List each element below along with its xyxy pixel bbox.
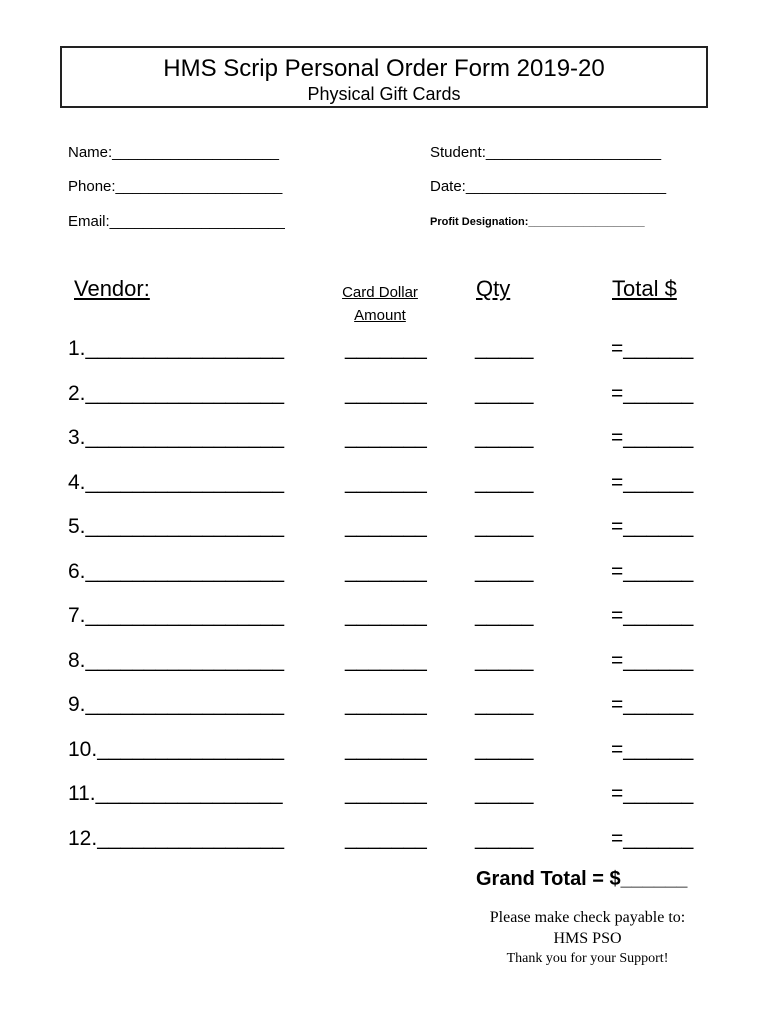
total-header: Total $ bbox=[612, 276, 677, 301]
total-line[interactable]: =______ bbox=[611, 381, 694, 405]
qty-line[interactable]: _____ bbox=[475, 337, 534, 360]
card-amount-line[interactable]: _______ bbox=[345, 782, 427, 805]
total-line[interactable]: =______ bbox=[611, 426, 694, 449]
student-field[interactable]: Student:_____________________ bbox=[430, 144, 662, 161]
qty-line[interactable]: _____ bbox=[475, 782, 534, 805]
grand-total[interactable]: Grand Total = $______ bbox=[476, 868, 688, 890]
card-amount-line[interactable]: _______ bbox=[345, 426, 427, 449]
qty-line[interactable]: _____ bbox=[475, 737, 534, 761]
total-line[interactable]: =______ bbox=[611, 693, 694, 716]
order-row bbox=[0, 382, 770, 412]
form-subtitle: Physical Gift Cards bbox=[307, 84, 461, 104]
order-row bbox=[0, 337, 770, 367]
vendor-line[interactable]: 3._________________ bbox=[68, 426, 285, 449]
vendor-line[interactable]: 8._________________ bbox=[68, 648, 285, 672]
vendor-line[interactable]: 10.________________ bbox=[68, 737, 285, 761]
total-line[interactable]: =______ bbox=[611, 737, 694, 761]
qty-line[interactable]: _____ bbox=[475, 693, 534, 716]
total-line[interactable]: =______ bbox=[611, 604, 694, 627]
qty-line[interactable]: _____ bbox=[475, 648, 534, 672]
total-line[interactable]: =______ bbox=[611, 648, 694, 672]
footer-payee: HMS PSO bbox=[553, 930, 622, 947]
card-dollar-header-line2: Amount bbox=[354, 307, 406, 324]
vendor-header: Vendor: bbox=[74, 276, 150, 301]
order-row bbox=[0, 515, 770, 545]
card-amount-line[interactable]: _______ bbox=[345, 826, 427, 850]
footer-thanks: Thank you for your Support! bbox=[506, 951, 669, 966]
order-row bbox=[0, 560, 770, 590]
card-amount-line[interactable]: _______ bbox=[345, 470, 427, 494]
order-row bbox=[0, 471, 770, 501]
total-line[interactable]: =______ bbox=[611, 337, 694, 360]
form-title: HMS Scrip Personal Order Form 2019-20 bbox=[163, 55, 605, 82]
total-line[interactable]: =______ bbox=[611, 559, 694, 583]
qty-line[interactable]: _____ bbox=[475, 826, 534, 850]
email-field[interactable]: Email:_____________________ bbox=[68, 213, 285, 230]
card-amount-line[interactable]: _______ bbox=[345, 559, 427, 583]
order-row bbox=[0, 426, 770, 456]
card-amount-line[interactable]: _______ bbox=[345, 515, 427, 538]
order-row bbox=[0, 604, 770, 634]
qty-line[interactable]: _____ bbox=[475, 559, 534, 583]
card-amount-line[interactable]: _______ bbox=[345, 648, 427, 672]
phone-field[interactable]: Phone:____________________ bbox=[68, 178, 283, 195]
card-dollar-header-line1: Card Dollar bbox=[342, 284, 418, 301]
qty-line[interactable]: _____ bbox=[475, 604, 534, 627]
vendor-line[interactable]: 7._________________ bbox=[68, 604, 285, 627]
form-title-box bbox=[60, 46, 708, 108]
total-line[interactable]: =______ bbox=[611, 470, 694, 494]
vendor-line[interactable]: 1._________________ bbox=[68, 337, 285, 360]
profit-designation-field[interactable]: Profit Designation:___________________ bbox=[430, 216, 645, 228]
order-row bbox=[0, 827, 770, 857]
qty-line[interactable]: _____ bbox=[475, 426, 534, 449]
card-amount-line[interactable]: _______ bbox=[345, 381, 427, 405]
qty-line[interactable]: _____ bbox=[475, 515, 534, 538]
total-line[interactable]: =______ bbox=[611, 515, 694, 538]
order-row bbox=[0, 693, 770, 723]
total-line[interactable]: =______ bbox=[611, 826, 694, 850]
card-amount-line[interactable]: _______ bbox=[345, 693, 427, 716]
card-dollar-amount-header bbox=[336, 281, 424, 327]
date-field[interactable]: Date:________________________ bbox=[430, 178, 667, 195]
footer-payable-line: Please make check payable to: bbox=[489, 909, 686, 926]
vendor-line[interactable]: 5._________________ bbox=[68, 515, 285, 538]
order-row bbox=[0, 649, 770, 679]
vendor-line[interactable]: 12.________________ bbox=[68, 826, 285, 850]
card-amount-line[interactable]: _______ bbox=[345, 337, 427, 360]
name-field[interactable]: Name:____________________ bbox=[68, 144, 280, 161]
vendor-line[interactable]: 11.________________ bbox=[68, 782, 283, 805]
vendor-line[interactable]: 4._________________ bbox=[68, 470, 285, 494]
qty-line[interactable]: _____ bbox=[475, 381, 534, 405]
vendor-line[interactable]: 9._________________ bbox=[68, 693, 285, 716]
total-line[interactable]: =______ bbox=[611, 782, 694, 805]
vendor-line[interactable]: 2._________________ bbox=[68, 381, 285, 405]
card-amount-line[interactable]: _______ bbox=[345, 604, 427, 627]
order-row bbox=[0, 738, 770, 768]
card-amount-line[interactable]: _______ bbox=[345, 737, 427, 761]
qty-header: Qty bbox=[476, 276, 511, 301]
qty-line[interactable]: _____ bbox=[475, 470, 534, 494]
order-row bbox=[0, 782, 770, 812]
vendor-line[interactable]: 6._________________ bbox=[68, 559, 285, 583]
